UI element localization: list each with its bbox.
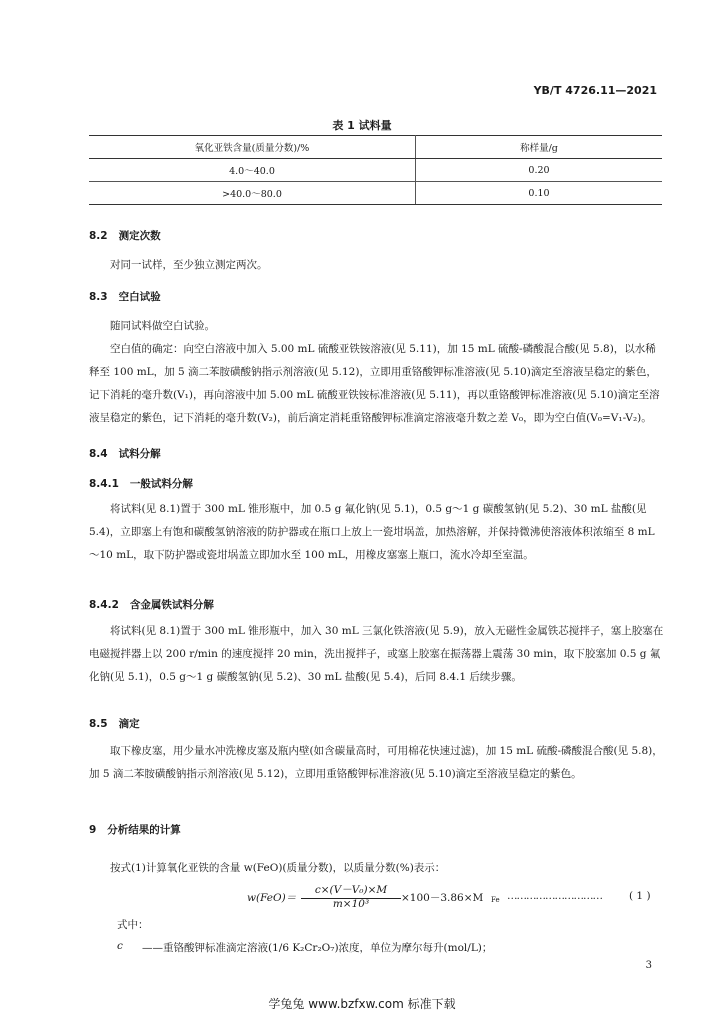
section-title: 分析结果的计算 xyxy=(107,824,181,836)
section-title: 测定次数 xyxy=(118,230,161,242)
section-number: 8.3 xyxy=(89,291,108,303)
formula-1 xyxy=(89,882,661,914)
section-8-4-1-heading xyxy=(89,476,193,491)
table-caption: 表 1 试料量 xyxy=(332,119,392,132)
formula-number: ( 1 ) xyxy=(629,890,651,902)
sample-mass-table xyxy=(89,135,662,205)
table-cell: >40.0～80.0 xyxy=(89,182,416,205)
section-8-4-2-heading xyxy=(89,597,214,612)
section-number: 8.2 xyxy=(89,230,108,242)
table-cell: 4.0～40.0 xyxy=(89,159,416,182)
section-number: 9 xyxy=(89,824,97,836)
table-row xyxy=(89,182,662,205)
variable-symbol: c xyxy=(117,940,123,952)
section-title: 空白试验 xyxy=(118,291,161,303)
formula-where-label: 式中： xyxy=(117,919,149,931)
table-cell: 0.20 xyxy=(416,159,663,182)
section-8-4-heading xyxy=(89,446,161,461)
footer-watermark: 学兔兔 www.bzfxw.com 标准下载 xyxy=(268,997,456,1011)
section-8-4-2-text: 将试料(见 8.1)置于 300 mL 锥形瓶中，加入 30 mL 三氯化铁溶液(见 5.9)，放入无磁性金属铁芯搅拌子，塞上胶塞在电磁搅拌器上以 200 r/min 的速度搅拌 20 min，洗出搅拌子，或塞上胶塞在振荡器上震荡 30 min，取下胶塞加 0.5 g 氟化钠(见 5.1)，0.5 g～1 g 碳酸氢钠(见 5.2)、30 mL 盐酸(见 5.4)，后同 8.4.1 后续步骤。 xyxy=(89,625,664,683)
standard-code: YB/T 4726.11—2021 xyxy=(533,84,657,97)
section-8-2-heading xyxy=(89,228,161,243)
formula-rest: ×100－3.86×M xyxy=(401,892,484,904)
section-8-5-heading xyxy=(89,716,140,731)
section-title: 一般试料分解 xyxy=(129,478,193,490)
table-cell: 0.10 xyxy=(416,182,663,205)
formula-denominator: m×10³ xyxy=(332,898,370,910)
section-8-5-text: 取下橡皮塞，用少量水冲洗橡皮塞及瓶内壁(如含碳量高时，可用棉花快速过滤)，加 15 mL 硫酸-磷酸混合酸(见 5.8)，加 5 滴二苯胺磺酸钠指示剂溶液(见 5.12)，立即用重铬酸钾标准溶液(见 5.10)滴定至溶液呈稳定的紫色。 xyxy=(89,745,663,780)
section-number: 8.4 xyxy=(89,448,108,460)
section-9-intro: 按式(1)计算氧化亚铁的含量 w(FeO)(质量分数)，以质量分数(%)表示： xyxy=(110,862,446,874)
page-number: 3 xyxy=(645,960,652,971)
section-title: 含金属铁试料分解 xyxy=(129,599,214,611)
section-8-2-text: 对同一试样，至少独立测定两次。 xyxy=(110,259,268,271)
section-9-heading xyxy=(89,822,181,837)
section-number: 8.4.2 xyxy=(89,599,119,611)
table-header-feo-content: 氧化亚铁含量(质量分数)/% xyxy=(89,136,416,159)
table-header-row xyxy=(89,136,662,159)
section-8-3-para-1: 随同试料做空白试验。 xyxy=(110,320,215,332)
formula-lhs: w(FeO)＝ xyxy=(247,892,297,904)
formula-numerator: c×(V－V₀)×M xyxy=(301,882,401,899)
table-row xyxy=(89,159,662,182)
formula-subscript: Fe xyxy=(491,896,500,904)
section-number: 8.4.1 xyxy=(89,478,119,490)
section-title: 滴定 xyxy=(118,718,140,730)
table-header-sample-mass: 称样量/g xyxy=(416,136,663,159)
section-8-3-heading xyxy=(89,289,161,304)
section-8-3-para-2: 空白值的确定：向空白溶液中加入 5.00 mL 硫酸亚铁铵溶液(见 5.11)，加 15 mL 硫酸-磷酸混合酸(见 5.8)，以水稀释至 100 mL，加 5 滴二苯胺磺酸钠指示剂溶液(见 5.12)，立即用重铬酸钾标准溶液(见 5.10)滴定至溶液呈稳定的紫色，记下消耗的毫升数(V₁)，再向溶液中加 5.00 mL 硫酸亚铁铵标准溶液(见 5.11)，再以重铬酸钾标准溶液(见 5.10)滴定至溶液呈稳定的紫色，记下消耗的毫升数(V₂)，前后滴定消耗重铬酸钾标准滴定溶液毫升数之差 V₀，即为空白值(V₀=V₁-V₂)。 xyxy=(89,343,660,424)
formula-dots: ………………………… xyxy=(507,890,602,902)
variable-description: ——重铬酸钾标准滴定溶液(1/6 K₂Cr₂O₇)浓度，单位为摩尔每升(mol/L)； xyxy=(142,942,493,954)
section-8-4-1-text: 将试料(见 8.1)置于 300 mL 锥形瓶中，加 0.5 g 氟化钠(见 5.1)，0.5 g～1 g 碳酸氢钠(见 5.2)、30 mL 盐酸(见 5.4)，立即塞上有饱和碳酸氢钠溶液的防护器或在瓶口上放上一瓷坩埚盖，加热溶解，并保持微沸使溶液体积浓缩至 8 mL～10 mL，取下防护器或瓷坩埚盖立即加水至 100 mL，用橡皮塞塞上瓶口，流水冷却至室温。 xyxy=(89,503,655,561)
section-number: 8.5 xyxy=(89,718,108,730)
section-title: 试料分解 xyxy=(118,448,161,460)
